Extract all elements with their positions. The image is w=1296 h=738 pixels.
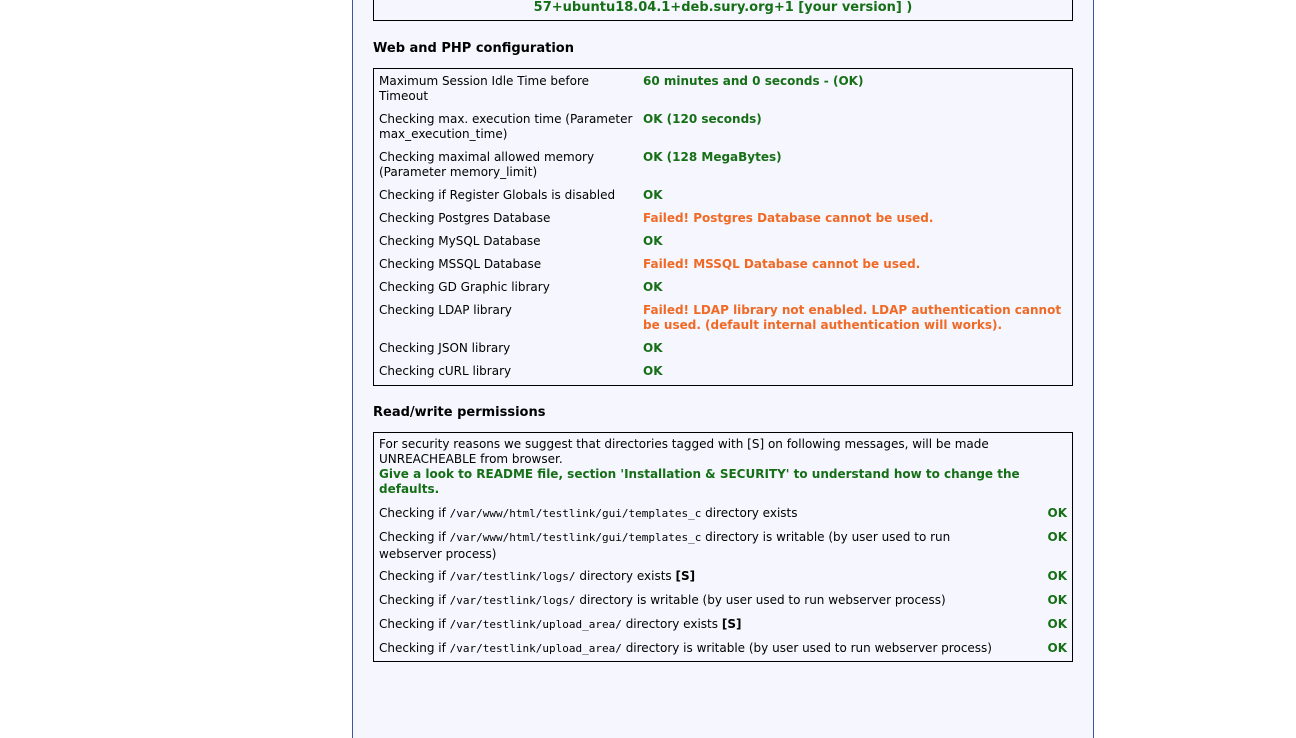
permission-text (379, 505, 999, 522)
permission-prefix: Checking if (379, 641, 446, 655)
web-php-heading: Web and PHP configuration (373, 41, 574, 56)
permission-prefix: Checking if (379, 530, 446, 544)
permission-result: OK (1047, 569, 1067, 583)
permission-text (379, 592, 999, 609)
check-label: Checking Postgres Database (379, 211, 551, 225)
version-text: 57+ubuntu18.04.1+deb.sury.org+1 [your version] ) (533, 0, 913, 15)
permissions-heading: Read/write permissions (373, 405, 546, 420)
permission-result: OK (1047, 530, 1067, 544)
directory-path: /var/testlink/logs/ (449, 594, 576, 607)
permission-suffix: directory exists (579, 569, 672, 583)
permission-text (379, 640, 1039, 657)
directory-path: /var/www/html/testlink/gui/templates_c (449, 507, 702, 520)
readme-note: Give a look to README file, section 'Installation & SECURITY' to understand how to change the defaults. (379, 467, 1020, 496)
check-label: Checking maximal allowed memory (Parameter memory_limit) (379, 150, 595, 179)
check-label: Checking if Register Globals is disabled (379, 188, 616, 202)
security-note: For security reasons we suggest that directories tagged with [S] on following messages, will be made UNREACHEABLE from browser. (379, 437, 989, 466)
check-status: OK (120 seconds) (643, 112, 762, 126)
permission-result: OK (1047, 617, 1067, 631)
check-label: Checking JSON library (379, 341, 511, 355)
permission-result: OK (1047, 506, 1067, 520)
check-label: Checking LDAP library (379, 303, 512, 317)
permission-suffix: directory is writable (by user used to run webserver process) (625, 641, 992, 655)
check-status: OK (643, 234, 663, 248)
permission-result: OK (1047, 641, 1067, 655)
permission-text (379, 529, 999, 562)
permission-result: OK (1047, 593, 1067, 607)
check-status: 60 minutes and 0 seconds - (OK) (643, 74, 864, 88)
directory-path: /var/testlink/upload_area/ (449, 642, 622, 655)
check-status: OK (643, 280, 663, 294)
installer-panel (352, 0, 1094, 738)
check-label: Checking cURL library (379, 364, 512, 378)
permission-text (379, 616, 999, 633)
check-label: Checking GD Graphic library (379, 280, 550, 294)
check-label: Checking max. execution time (Parameter max_execution_time) (379, 112, 633, 141)
security-tag: [S] (721, 617, 742, 631)
version-box (373, 0, 1073, 21)
permission-suffix: directory exists (625, 617, 719, 631)
permission-text (379, 568, 999, 585)
permission-prefix: Checking if (379, 506, 446, 520)
permission-prefix: Checking if (379, 593, 446, 607)
directory-path: /var/www/html/testlink/gui/templates_c (449, 531, 702, 544)
permission-suffix: directory is writable (by user used to run webserver process) (379, 530, 951, 561)
permission-prefix: Checking if (379, 569, 446, 583)
permission-suffix: directory exists (705, 506, 798, 520)
web-php-table (373, 68, 1073, 386)
check-label: Checking MySQL Database (379, 234, 541, 248)
check-status: OK (643, 364, 663, 378)
directory-path: /var/testlink/upload_area/ (449, 618, 622, 631)
check-label: Checking MSSQL Database (379, 257, 542, 271)
permission-prefix: Checking if (379, 617, 446, 631)
check-status: Failed! Postgres Database cannot be used. (643, 211, 934, 225)
check-status: Failed! LDAP library not enabled. LDAP authentication cannot be used. (default internal authentication will works). (643, 303, 1062, 332)
check-label: Maximum Session Idle Time before Timeout (379, 74, 590, 103)
check-status: OK (643, 188, 663, 202)
check-status: OK (128 MegaBytes) (643, 150, 782, 164)
directory-path: /var/testlink/logs/ (449, 570, 576, 583)
check-status: Failed! MSSQL Database cannot be used. (643, 257, 921, 271)
security-tag: [S] (675, 569, 696, 583)
permissions-intro (379, 437, 1067, 497)
permissions-table (373, 432, 1073, 662)
check-status: OK (643, 341, 663, 355)
permission-suffix: directory is writable (by user used to run webserver process) (579, 593, 946, 607)
